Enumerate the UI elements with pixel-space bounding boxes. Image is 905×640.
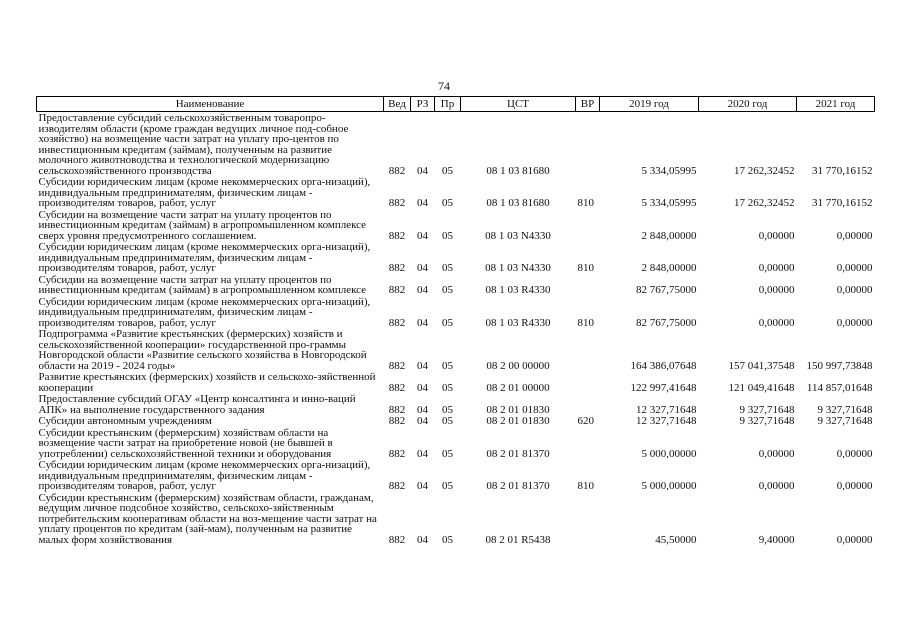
cell-name: Субсидии юридическим лицам (кроме некоммерческих орга-низаций), индивидуальным предпринимателям, физическим лицам - производителям товаров, работ, услуг bbox=[38, 241, 371, 274]
table-row bbox=[37, 176, 875, 209]
cell-name: Субсидии крестьянским (фермерским) хозяйствам области на возмещение части затрат на приобретение новой (не бывшей в употреблении) сельскохозяйственной техники и оборудования bbox=[38, 426, 333, 460]
cell-rz: 04 bbox=[417, 197, 428, 209]
cell-cst: 08 1 03 81680 bbox=[486, 164, 550, 177]
cell-rz: 04 bbox=[417, 262, 428, 274]
cell-2021: 0,00000 bbox=[836, 480, 873, 492]
cell-name: Субсидии юридическим лицам (кроме некоммерческих орга-низаций), индивидуальным предпринимателям, физическим лицам - производителям товаров, работ, услуг bbox=[38, 176, 371, 209]
cell-2021: 9 327,71648 bbox=[817, 403, 873, 416]
cell-ved: 882 bbox=[388, 415, 406, 427]
cell-pr: 05 bbox=[442, 403, 453, 416]
cell-pr: 05 bbox=[442, 229, 453, 242]
cell-ved: 882 bbox=[388, 381, 406, 394]
cell-2020: 0,00000 bbox=[758, 284, 795, 296]
cell-cst: 08 2 01 81370 bbox=[486, 480, 550, 492]
cell-rz: 04 bbox=[417, 229, 428, 242]
cell-cst: 08 2 00 00000 bbox=[486, 359, 550, 372]
cell-name: Субсидии на возмещение части затрат на уплату процентов по инвестиционным кредитам (займам) в агропромышленном комплексе сверх уровня предусмотренного соглашением. bbox=[38, 208, 367, 242]
table-row bbox=[37, 459, 875, 492]
table-row bbox=[37, 427, 875, 460]
column-header-2020: 2020 год bbox=[699, 97, 797, 112]
column-header-2021: 2021 год bbox=[797, 97, 875, 112]
cell-ved: 882 bbox=[388, 447, 406, 460]
budget-table bbox=[36, 96, 875, 545]
cell-2021: 0,00000 bbox=[836, 533, 873, 546]
cell-cst: 08 2 01 00000 bbox=[486, 381, 550, 394]
cell-2020: 0,00000 bbox=[758, 316, 795, 329]
page-number: 74 bbox=[438, 79, 450, 93]
cell-vr bbox=[576, 427, 600, 460]
cell-2020: 9 327,71648 bbox=[739, 403, 795, 416]
table-row bbox=[37, 112, 875, 177]
cell-cst: 08 2 01 R5438 bbox=[485, 533, 551, 546]
cell-2019: 82 767,75000 bbox=[636, 316, 697, 329]
column-header-vr: ВР bbox=[576, 97, 600, 112]
cell-2019: 2 848,00000 bbox=[641, 262, 697, 274]
cell-rz: 04 bbox=[417, 359, 428, 372]
cell-pr: 05 bbox=[442, 316, 453, 329]
table-row bbox=[37, 209, 875, 242]
table-body bbox=[37, 112, 875, 546]
cell-2019: 164 386,07648 bbox=[630, 359, 697, 372]
table-row bbox=[37, 274, 875, 296]
cell-pr: 05 bbox=[442, 359, 453, 372]
cell-name: Субсидии крестьянским (фермерским) хозяйствам области, гражданам, ведущим личное подсобное хозяйство, сельскохо-зяйственным потребительским кооперативам области на воз-мещение части затрат на уплату процентов по кредитам (зай-мам), полученным на развитие малых форм хозяйствования bbox=[38, 491, 377, 546]
cell-2019: 12 327,71648 bbox=[636, 415, 697, 427]
cell-2021: 0,00000 bbox=[836, 284, 873, 296]
cell-rz: 04 bbox=[417, 480, 428, 492]
cell-rz: 04 bbox=[417, 447, 428, 460]
table-row bbox=[37, 393, 875, 415]
cell-2021: 31 770,16152 bbox=[812, 164, 873, 177]
cell-vr bbox=[576, 393, 600, 415]
cell-name: Субсидии юридическим лицам (кроме некоммерческих орга-низаций), индивидуальным предпринимателям, физическим лицам - производителям товаров, работ, услуг bbox=[38, 295, 371, 329]
cell-vr bbox=[576, 274, 600, 296]
cell-name: Предоставление субсидий ОГАУ «Центр консалтинга и инно-ваций АПК» на выполнение государственного задания bbox=[38, 393, 356, 416]
cell-vr bbox=[576, 328, 600, 371]
cell-vr bbox=[576, 371, 600, 393]
column-header-name: Наименование bbox=[37, 97, 384, 112]
cell-pr: 05 bbox=[442, 284, 453, 296]
column-header-pr: Пр bbox=[435, 97, 461, 112]
cell-cst: 08 1 03 R4330 bbox=[485, 316, 551, 329]
cell-name: Субсидии на возмещение части затрат на уплату процентов по инвестиционным кредитам (займам) в агропромышленном комплексе bbox=[38, 273, 367, 296]
cell-vr bbox=[576, 209, 600, 242]
cell-2020: 0,00000 bbox=[758, 262, 795, 274]
cell-pr: 05 bbox=[442, 262, 453, 274]
table-row bbox=[37, 328, 875, 371]
cell-ved: 882 bbox=[388, 262, 406, 274]
cell-cst: 08 2 01 01830 bbox=[486, 403, 550, 416]
cell-2019: 12 327,71648 bbox=[636, 403, 697, 416]
cell-2021: 0,00000 bbox=[836, 229, 873, 242]
cell-2020: 0,00000 bbox=[758, 480, 795, 492]
cell-pr: 05 bbox=[442, 164, 453, 177]
cell-2021: 150 997,73848 bbox=[806, 359, 873, 372]
cell-2020: 0,00000 bbox=[758, 229, 795, 242]
cell-ved: 882 bbox=[388, 533, 406, 546]
table-row bbox=[37, 371, 875, 393]
cell-ved: 882 bbox=[388, 359, 406, 372]
cell-cst: 08 2 01 81370 bbox=[486, 447, 550, 460]
cell-rz: 04 bbox=[417, 284, 428, 296]
cell-2020: 17 262,32452 bbox=[734, 164, 795, 177]
cell-2019: 2 848,00000 bbox=[641, 229, 697, 242]
column-header-rz: РЗ bbox=[411, 97, 435, 112]
cell-name: Подпрограмма «Развитие крестьянских (фермерских) хозяйств и сельскохозяйственной кооперации» государственной про-граммы Новгородской области «Развитие сельского хозяйства в Новгородской области на 2019 - 2024 годы» bbox=[38, 328, 367, 372]
cell-pr: 05 bbox=[442, 480, 453, 492]
cell-cst: 08 1 03 81680 bbox=[486, 197, 550, 209]
cell-rz: 04 bbox=[417, 316, 428, 329]
table-header-row bbox=[37, 97, 875, 112]
cell-vr: 620 bbox=[577, 415, 594, 427]
cell-ved: 882 bbox=[388, 403, 406, 416]
cell-2020: 157 041,37548 bbox=[728, 359, 795, 372]
cell-2020: 9,40000 bbox=[758, 533, 795, 546]
cell-2020: 0,00000 bbox=[758, 447, 795, 460]
column-header-2019: 2019 год bbox=[600, 97, 699, 112]
cell-pr: 05 bbox=[442, 447, 453, 460]
cell-vr bbox=[576, 492, 600, 546]
cell-pr: 05 bbox=[442, 533, 453, 546]
cell-ved: 882 bbox=[388, 284, 406, 296]
cell-pr: 05 bbox=[442, 415, 453, 427]
cell-2021: 0,00000 bbox=[836, 262, 873, 274]
cell-pr: 05 bbox=[442, 197, 453, 209]
cell-ved: 882 bbox=[388, 480, 406, 492]
table-row bbox=[37, 241, 875, 274]
cell-2021: 114 857,01648 bbox=[806, 381, 873, 394]
cell-ved: 882 bbox=[388, 316, 406, 329]
cell-2019: 5 000,00000 bbox=[641, 447, 697, 460]
cell-2021: 0,00000 bbox=[836, 316, 873, 329]
cell-pr: 05 bbox=[442, 381, 453, 394]
cell-name: Субсидии автономным учреждениям bbox=[38, 415, 212, 427]
cell-2019: 45,50000 bbox=[655, 533, 697, 546]
cell-cst: 08 2 01 01830 bbox=[486, 415, 550, 427]
table-row bbox=[37, 296, 875, 329]
cell-rz: 04 bbox=[417, 164, 428, 177]
cell-name: Предоставление субсидий сельскохозяйственным товаропро-изводителям области (кроме граждан ведущих личное под-собное хозяйство) на возмещение части затрат на уплату про-центов по инвестиционным кредитам (займам), полученным на развитие молочного животноводства и технологической модернизацию сельскохозяйственного производства bbox=[38, 112, 349, 177]
cell-rz: 04 bbox=[417, 533, 428, 546]
cell-vr: 810 bbox=[577, 316, 594, 329]
cell-2019: 122 997,41648 bbox=[630, 381, 697, 394]
cell-vr bbox=[576, 112, 600, 177]
cell-2019: 82 767,75000 bbox=[636, 284, 697, 296]
cell-rz: 04 bbox=[417, 381, 428, 394]
cell-ved: 882 bbox=[388, 197, 406, 209]
cell-2021: 9 327,71648 bbox=[817, 415, 873, 427]
cell-2020: 121 049,41648 bbox=[728, 381, 795, 394]
cell-ved: 882 bbox=[388, 229, 406, 242]
cell-ved: 882 bbox=[388, 164, 406, 177]
cell-cst: 08 1 03 R4330 bbox=[485, 284, 551, 296]
cell-cst: 08 1 03 N4330 bbox=[485, 229, 551, 242]
column-header-ved: Вед bbox=[384, 97, 411, 112]
table-row bbox=[37, 415, 875, 427]
cell-cst: 08 1 03 N4330 bbox=[485, 262, 551, 274]
cell-vr: 810 bbox=[577, 197, 594, 209]
cell-name: Субсидии юридическим лицам (кроме некоммерческих орга-низаций), индивидуальным предпринимателям, физическим лицам - производителям товаров, работ, услуг bbox=[38, 459, 371, 492]
column-header-cst: ЦСТ bbox=[461, 97, 576, 112]
cell-2019: 5 334,05995 bbox=[641, 197, 697, 209]
cell-2020: 17 262,32452 bbox=[734, 197, 795, 209]
cell-2021: 31 770,16152 bbox=[812, 197, 873, 209]
cell-2019: 5 334,05995 bbox=[641, 164, 697, 177]
cell-vr: 810 bbox=[577, 262, 594, 274]
table-row bbox=[37, 492, 875, 546]
cell-rz: 04 bbox=[417, 415, 428, 427]
cell-2021: 0,00000 bbox=[836, 447, 873, 460]
cell-name: Развитие крестьянских (фермерских) хозяйств и сельскохо-зяйственной кооперации bbox=[38, 371, 376, 394]
cell-2019: 5 000,00000 bbox=[641, 480, 697, 492]
cell-2020: 9 327,71648 bbox=[739, 415, 795, 427]
cell-vr: 810 bbox=[577, 480, 594, 492]
cell-rz: 04 bbox=[417, 403, 428, 416]
